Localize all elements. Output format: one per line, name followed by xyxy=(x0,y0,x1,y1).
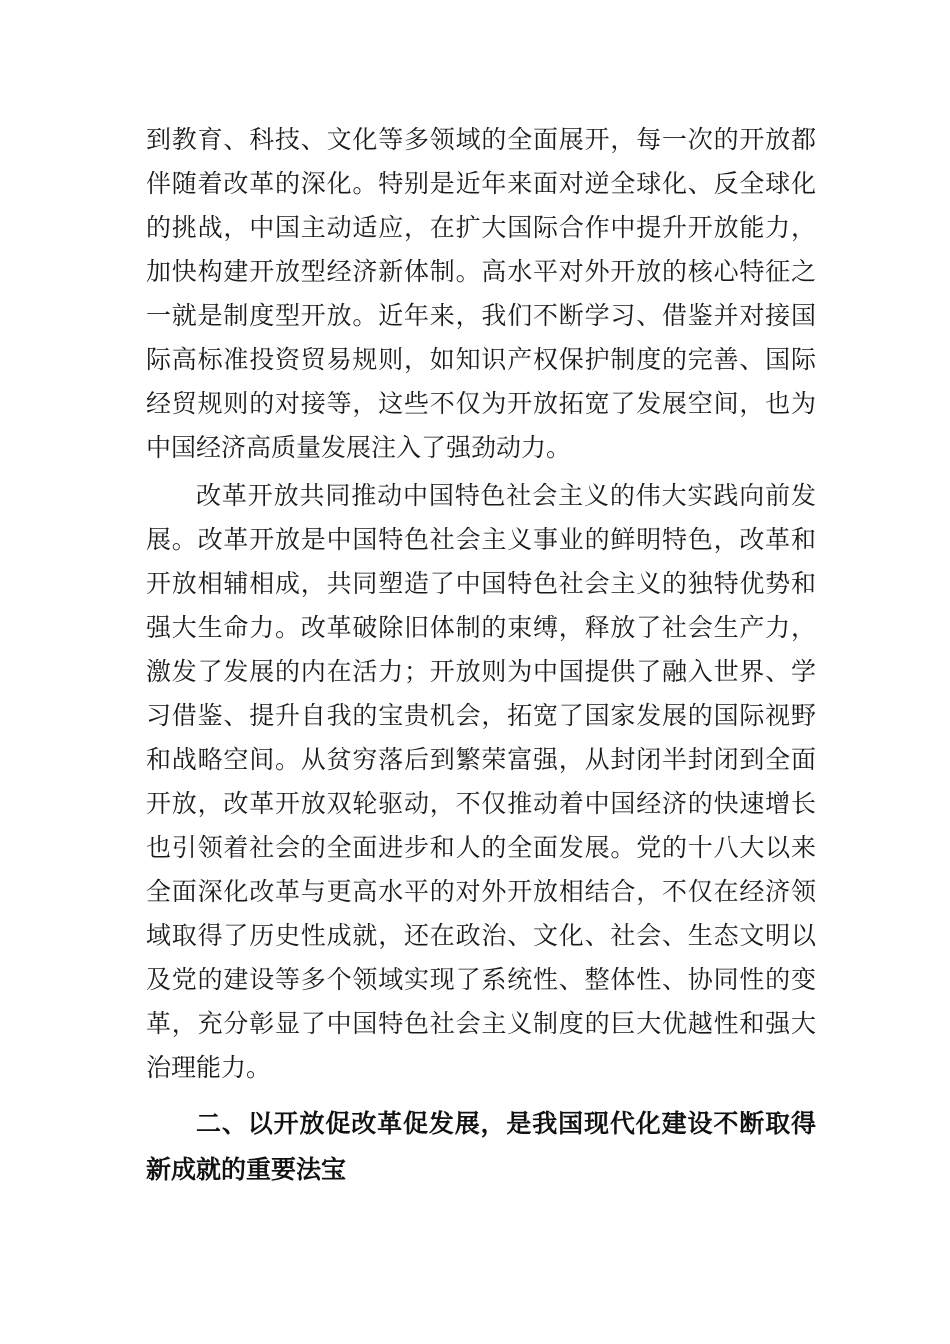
section-heading-line-1: 二、以开放促改革促发展，是我国现代化建设不断取得 xyxy=(196,1109,816,1138)
paragraph-1-line-8: 中国经济高质量发展注入了强劲动力。 xyxy=(146,433,572,462)
paragraph-2-line-14: 治理能力。 xyxy=(146,1053,272,1082)
paragraph-2-line-2: 展。改革开放是中国特色社会主义事业的鲜明特色，改革和 xyxy=(146,525,816,554)
paragraph-1-line-1: 到教育、科技、文化等多领域的全面展开，每一次的开放都 xyxy=(146,125,816,154)
paragraph-2-line-7: 和战略空间。从贫穷落后到繁荣富强，从封闭半封闭到全面 xyxy=(146,745,816,774)
paragraph-2-line-5: 激发了发展的内在活力；开放则为中国提供了融入世界、学 xyxy=(146,657,816,686)
paragraph-1-line-3: 的挑战，中国主动适应，在扩大国际合作中提升开放能力， xyxy=(146,213,816,242)
paragraph-2-line-3: 开放相辅相成，共同塑造了中国特色社会主义的独特优势和 xyxy=(146,569,816,598)
paragraph-2-line-12: 及党的建设等多个领域实现了系统性、整体性、协同性的变 xyxy=(146,965,816,994)
paragraph-2-line-8: 开放，改革开放双轮驱动，不仅推动着中国经济的快速增长 xyxy=(146,789,816,818)
paragraph-2-line-13: 革，充分彰显了中国特色社会主义制度的巨大优越性和强大 xyxy=(146,1009,816,1038)
paragraph-2-line-6: 习借鉴、提升自我的宝贵机会，拓宽了国家发展的国际视野 xyxy=(146,701,816,730)
paragraph-2-line-4: 强大生命力。改革破除旧体制的束缚，释放了社会生产力， xyxy=(146,613,816,642)
paragraph-1-line-7: 经贸规则的对接等，这些不仅为开放拓宽了发展空间，也为 xyxy=(146,389,816,418)
paragraph-1-line-2: 伴随着改革的深化。特别是近年来面对逆全球化、反全球化 xyxy=(146,169,816,198)
paragraph-2-line-10: 全面深化改革与更高水平的对外开放相结合，不仅在经济领 xyxy=(146,877,816,906)
paragraph-1-line-4: 加快构建开放型经济新体制。高水平对外开放的核心特征之 xyxy=(146,257,816,286)
paragraph-2-line-9: 也引领着社会的全面进步和人的全面发展。党的十八大以来 xyxy=(146,833,816,862)
paragraph-1-line-5: 一就是制度型开放。近年来，我们不断学习、借鉴并对接国 xyxy=(146,301,816,330)
section-heading-line-2: 新成就的重要法宝 xyxy=(146,1155,347,1184)
paragraph-2-line-1: 改革开放共同推动中国特色社会主义的伟大实践向前发 xyxy=(196,481,816,510)
paragraph-2-line-11: 域取得了历史性成就，还在政治、文化、社会、生态文明以 xyxy=(146,921,816,950)
paragraph-1-line-6: 际高标准投资贸易规则，如知识产权保护制度的完善、国际 xyxy=(146,345,816,374)
